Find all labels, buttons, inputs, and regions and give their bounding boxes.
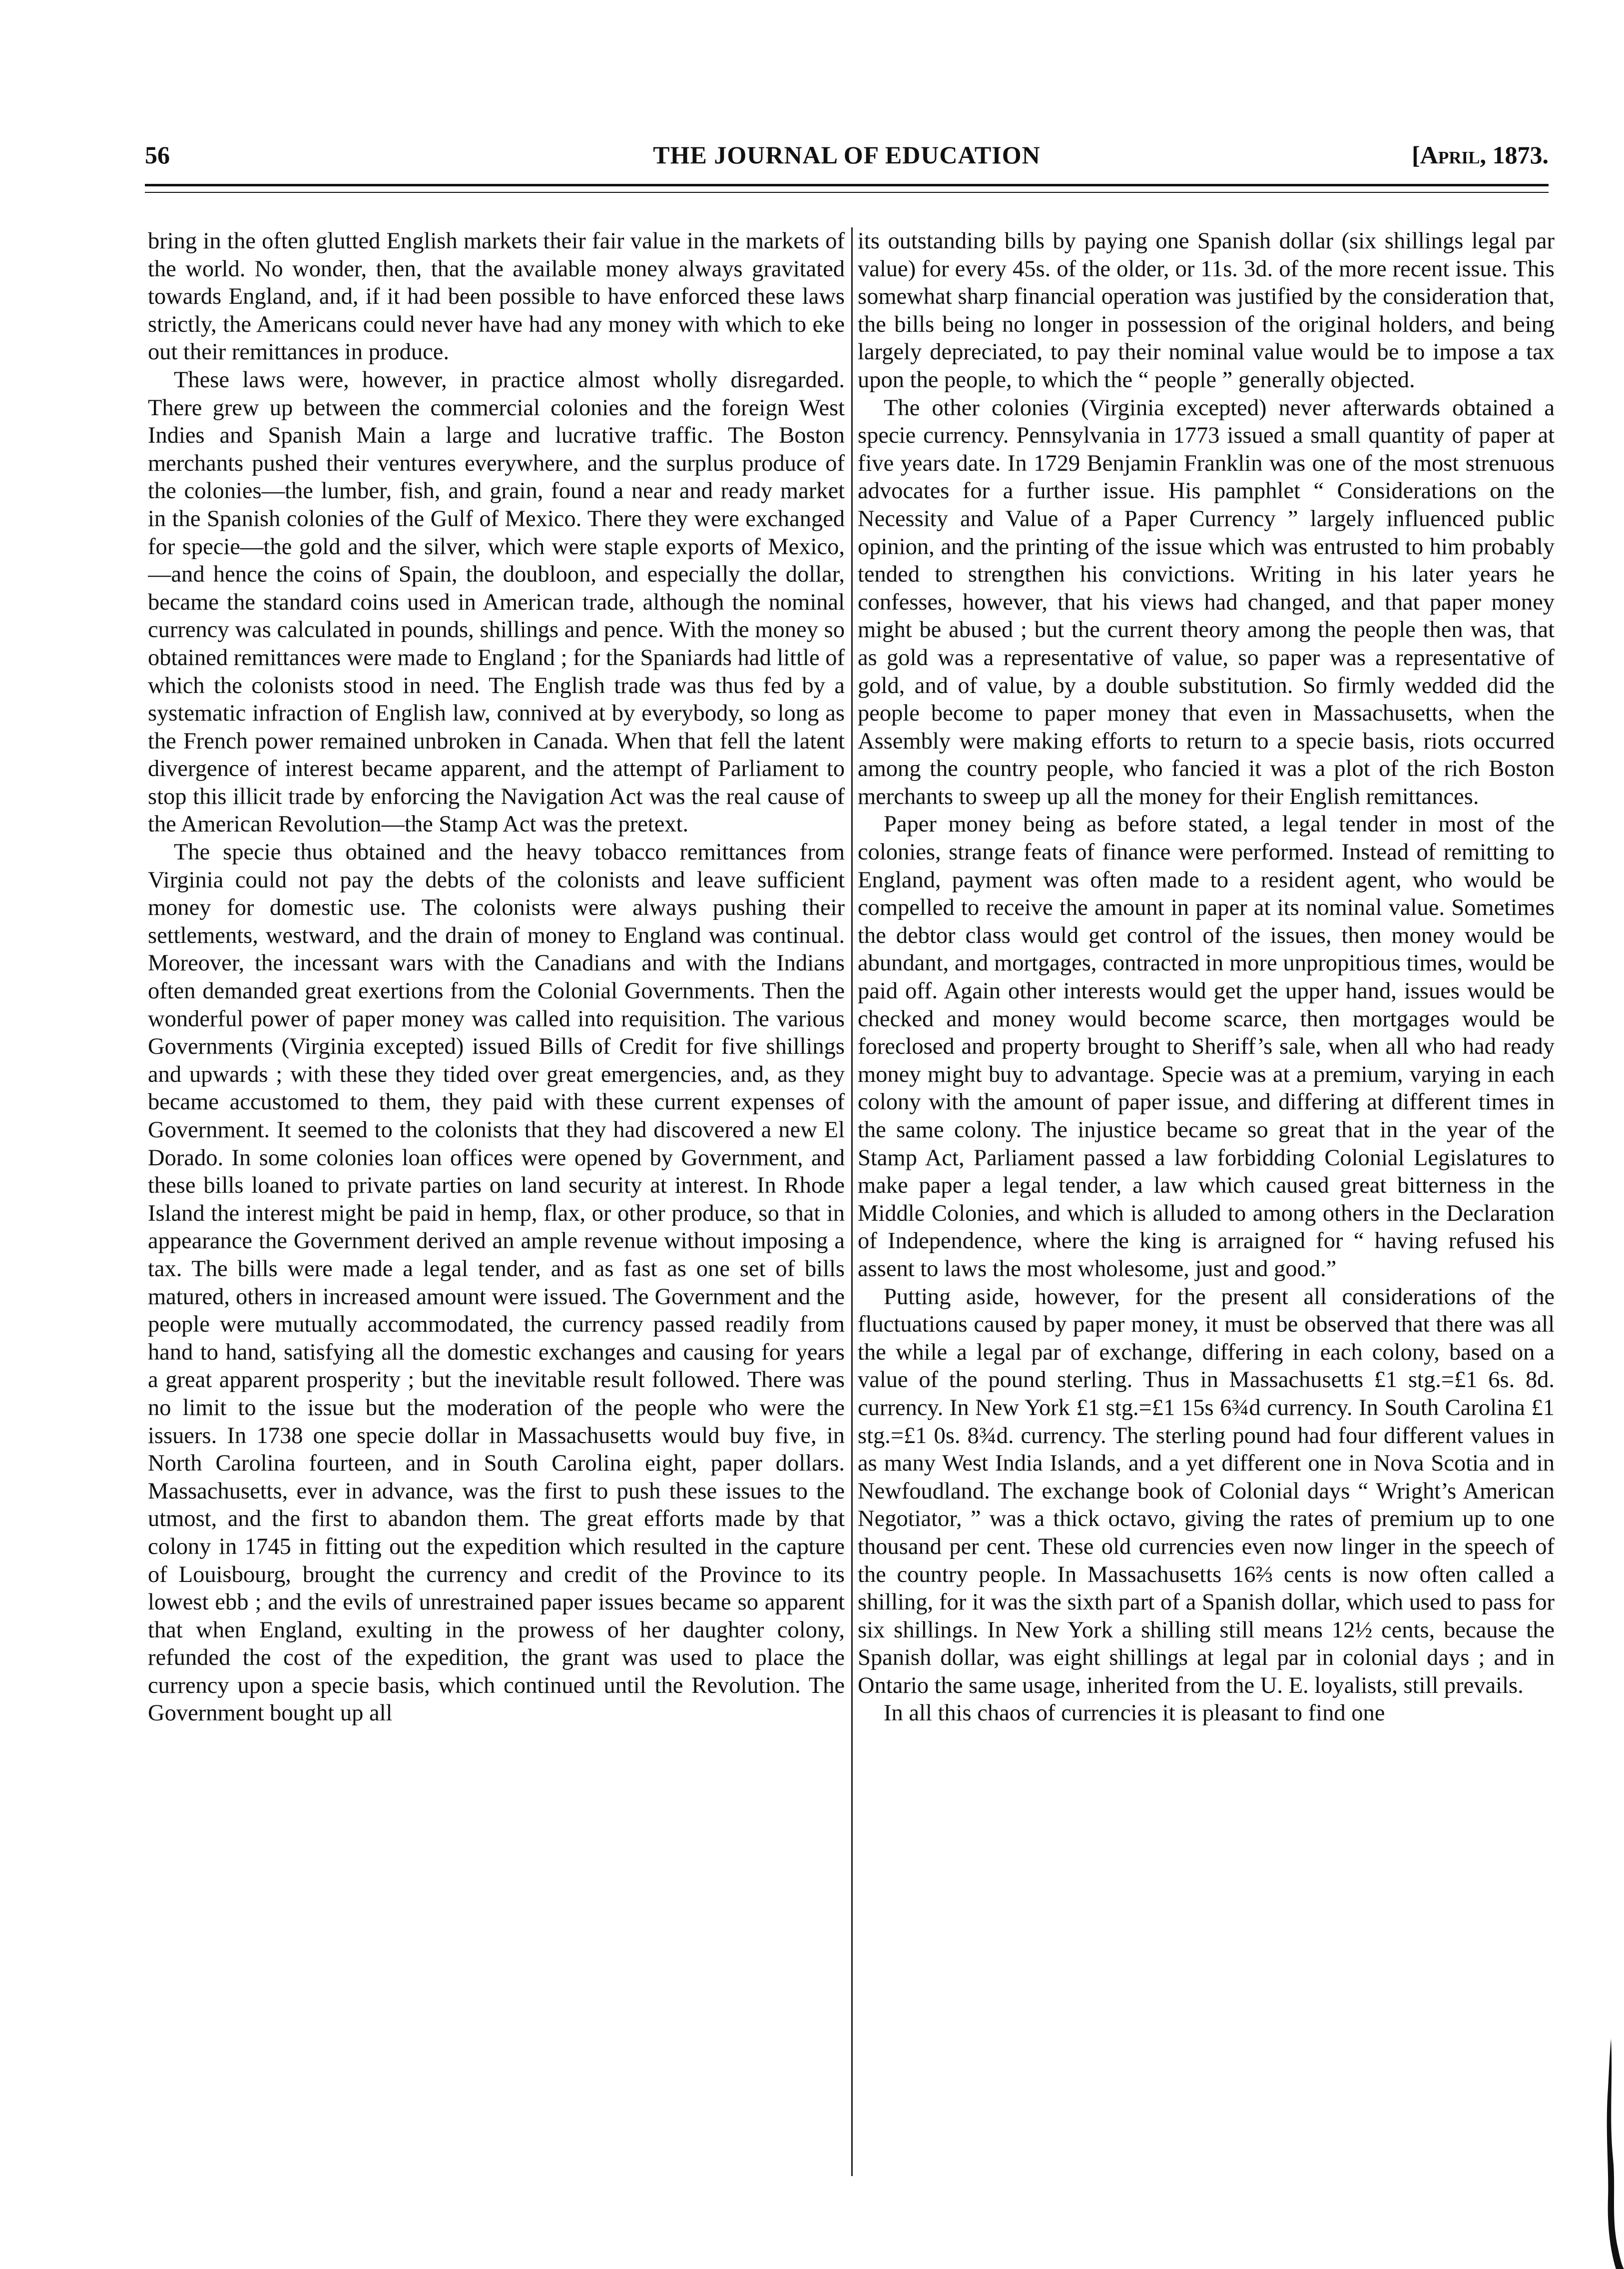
paragraph: These laws were, however, in practice almost wholly disregarded. There grew up between the commercial colonies and the foreign West Indies and Spanish Main a large and lucrative traffic. The Boston merchants pushed their ventures everywhere, and the surplus produce of the colonies—the lumber, fish, and grain, found a near and ready market in the Spanish colonies of the Gulf of Mexico. There they were exchanged for specie—the gold and the silver, which were staple exports of Mexico, —and hence the coins of Spain, the doubloon, and especially the dollar, became the standard coins used in American trade, although the nominal currency was calculated in pounds, shillings and pence. With the money so obtained remittances were made to England ; for the Spaniards had little of which the colonists stood in need. The English trade was thus fed by a systematic infraction of English law, connived at by everybody, so long as the French power remained unbroken in Canada. When that fell the latent divergence of interest became apparent, and the attempt of Parliament to stop this illicit trade by enforcing the Navigation Act was the real cause of the American Revolution—the Stamp Act was the pretext. bbox=[148, 367, 845, 837]
paragraph: Putting aside, however, for the present all considerations of the fluctuations caused by paper money, it must be observed that there was all the while a legal par of exchange, differing in each colony, based on a value of the pound sterling. Thus in Massachusetts £1 stg.=£1 6s. 8d. currency. In New York £1 stg.=£1 15s 6¾d currency. In South Carolina £1 stg.=£1 0s. 8¾d. currency. The sterling pound had four different values in as many West India Islands, and a yet different one in Nova Scotia and in Newfoudland. The exchange book of Colonial days “ Wright’s American Negotiator, ” was a thick octavo, giving the rates of premium up to one thousand per cent. These old currencies even now linger in the speech of the country people. In Massachusetts 16⅔ cents is now often called a shilling, for it was the sixth part of a Spanish dollar, which used to pass for six shillings. In New York a shilling still means 12½ cents, because the Spanish dollar, was eight shillings at legal par in colonial days ; and in Ontario the same usage, inherited from the U. E. loyalists, still prevails. bbox=[858, 1284, 1555, 1698]
header-rule-thick bbox=[145, 184, 1549, 186]
paragraph: its outstanding bills by paying one Spanish dollar (six shillings legal par value) for every 45s. of the older, or 11s. 3d. of the more recent issue. This somewhat sharp financial operation was justified by the consideration that, the bills being no longer in possession of the original holders, and being largely depreciated, to pay their nominal value would be to impose a tax upon the people, to which the “ people ” generally objected. bbox=[858, 228, 1555, 393]
page-number: 56 bbox=[145, 141, 170, 169]
paragraph: bring in the often glutted English markets their fair value in the markets of the world. No wonder, then, that the available money always gravitated towards England, and, if it had been possible to have enforced these laws strictly, the Americans could never have had any money with which to eke out their remittances in produce. bbox=[148, 228, 845, 365]
page-edge-flourish-icon bbox=[1596, 2039, 1624, 2269]
header-rule-thin bbox=[145, 192, 1549, 193]
paragraph: Paper money being as before stated, a legal tender in most of the colonies, strange feats of finance were performed. Instead of remitting to England, payment was often made to a resident agent, who would be compelled to receive the amount in paper at its nominal value. Sometimes the debtor class would get control of the issues, then money would be abundant, and mortgages, contracted in more unpropitious times, would be paid off. Again other interests would get the upper hand, issues would be checked and money would become scarce, then mortgages would be foreclosed and property brought to Sheriff’s sale, when all who had ready money might buy to advantage. Specie was at a premium, varying in each colony with the amount of paper issue, and differing at different times in the same colony. The injustice became so great that in the year of the Stamp Act, Parliament passed a law forbidding Colonial Legislatures to make paper a legal tender, a law which caused great bitterness in the Middle Colonies, and which is alluded to among others in the Declaration of Independence, where the king is arraigned for “ having refused his assent to laws the most wholesome, just and good.” bbox=[858, 811, 1555, 1282]
left-column bbox=[148, 227, 845, 2176]
column-divider bbox=[851, 227, 853, 2176]
paragraph: The other colonies (Virginia excepted) never afterwards obtained a specie currency. Pennsylvania in 1773 issued a small quantity of paper at five years date. In 1729 Benjamin Franklin was one of the most strenuous advocates for a further issue. His pamphlet “ Considerations on the Necessity and Value of a Paper Currency ” largely influenced public opinion, and the printing of the issue which was entrusted to him probably tended to strengthen his convictions. Writing in his later years he confesses, however, that his views had changed, and that paper money might be abused ; but the current theory among the people then was, that as gold was a representative of value, so paper was a representative of gold, and of value, by a double substitution. So firmly wedded did the people become to paper money that even in Massachusetts, when the Assembly were making efforts to return to a specie basis, riots occurred among the country people, who fancied it was a plot of the rich Boston merchants to sweep up all the money for their English remittances. bbox=[858, 395, 1555, 809]
journal-title: THE JOURNAL OF EDUCATION bbox=[653, 141, 1041, 169]
paragraph: In all this chaos of currencies it is pleasant to find one bbox=[884, 1700, 1385, 1726]
issue-date: [April, 1873. bbox=[1412, 141, 1549, 169]
right-column bbox=[858, 227, 1555, 2176]
paragraph: The specie thus obtained and the heavy tobacco remittances from Virginia could not pay the debts of the colonists and leave sufficient money for domestic use. The colonists were always pushing their settlements, westward, and the drain of money to England was continual. Moreover, the incessant wars with the Canadians and with the Indians often demanded great exertions from the Colonial Governments. Then the wonderful power of paper money was called into requisition. The various Governments (Virginia excepted) issued Bills of Credit for five shillings and upwards ; with these they tided over great emergencies, and, as they became accustomed to them, they paid with these current expenses of Government. It seemed to the colonists that they had discovered a new El Dorado. In some colonies loan offices were opened by Government, and these bills loaned to private parties on land security at interest. In Rhode Island the interest might be paid in hemp, flax, or other produce, so that in appearance the Government derived an ample revenue without imposing a tax. The bills were made a legal tender, and as fast as one set of bills matured, others in increased amount were issued. The Government and the people were mutually accommodated, the currency passed readily from hand to hand, satisfying all the domestic exchanges and causing for years a great apparent prosperity ; but the inevitable result followed. There was no limit to the issue but the moderation of the people who were the issuers. In 1738 one specie dollar in Massachusetts would buy five, in North Carolina fourteen, and in South Carolina eight, paper dollars. Massachusetts, ever in advance, was the first to push these issues to the utmost, and the first to abandon them. The great efforts made by that colony in 1745 in fitting out the expedition which resulted in the capture of Louisbourg, brought the currency and credit of the Province to its lowest ebb ; and the evils of unrestrained paper issues became so apparent that when England, exulting in the prowess of her daughter colony, refunded the cost of the expedition, the grant was used to place the currency upon a specie basis, which continued until the Revolution. The Government bought up all bbox=[148, 839, 845, 1726]
running-header bbox=[145, 135, 1549, 175]
